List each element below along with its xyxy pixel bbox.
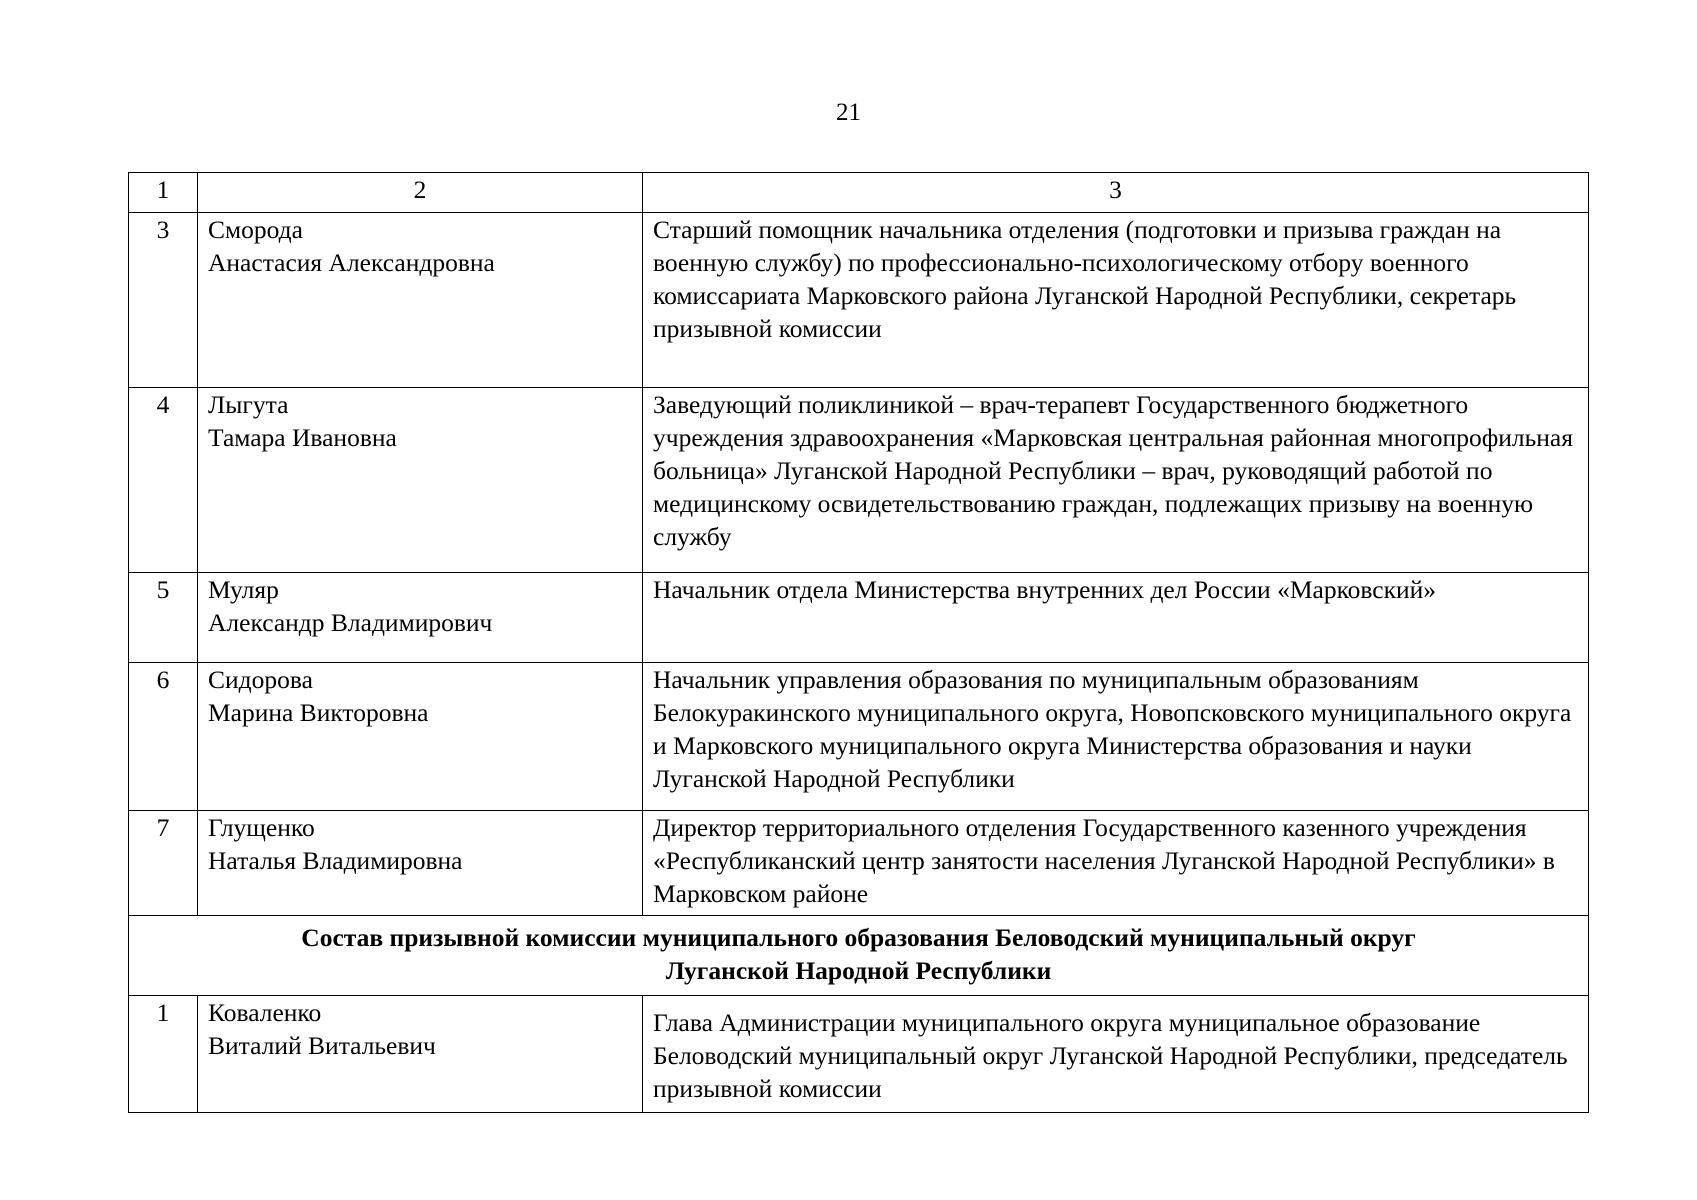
member-position: Заведующий поликлиникой – врач-терапевт Государственного бюджетного учреждения здравоохранения «Марковская центральная районная многопрофильная больница» Луганской Народной Республики – врач, руководящий работой по медицинскому освидетельствованию граждан, подлежащих призыву на военную службу: [643, 388, 1589, 573]
member-given-names: Марина Викторовна: [208, 698, 429, 727]
section-heading-line-1: Состав призывной комиссии муниципального образования Беловодский муниципальный округ: [301, 923, 1416, 952]
commission-table: [128, 172, 1589, 1113]
member-given-names: Виталий Витальевич: [208, 1031, 436, 1060]
row-number: 7: [129, 811, 198, 916]
member-surname: Сидорова: [208, 665, 313, 694]
member-given-names: Анастасия Александровна: [208, 248, 495, 277]
member-position: Директор территориального отделения Государственного казенного учреждения «Республиканский центр занятости населения Луганской Народной Республики» в Марковском районе: [643, 811, 1589, 916]
member-name: [198, 811, 643, 916]
table-row: [129, 213, 1589, 388]
member-name: [198, 663, 643, 811]
table-row: [129, 996, 1589, 1113]
table-row: [129, 811, 1589, 916]
member-name: [198, 213, 643, 388]
header-col-1: 1: [129, 173, 198, 213]
member-surname: Сморода: [208, 215, 303, 244]
member-position: Начальник отдела Министерства внутренних дел России «Марковский»: [643, 573, 1589, 663]
table-row: [129, 663, 1589, 811]
section-heading-line-2: Луганской Народной Республики: [665, 956, 1052, 985]
table-row: [129, 388, 1589, 573]
member-surname: Глущенко: [208, 813, 315, 842]
row-number: 5: [129, 573, 198, 663]
member-name: [198, 996, 643, 1113]
table-header-row: [129, 173, 1589, 213]
row-number: 1: [129, 996, 198, 1113]
section-heading: [129, 916, 1589, 996]
member-surname: Коваленко: [208, 998, 322, 1027]
page-number: 21: [836, 99, 861, 126]
table-row: [129, 573, 1589, 663]
member-position: Глава Администрации муниципального округа муниципальное образование Беловодский муниципальный округ Луганской Народной Республики, председатель призывной комиссии: [643, 996, 1589, 1113]
member-position: Старший помощник начальника отделения (подготовки и призыва граждан на военную службу) по профессионально-психологическому отбору военного комиссариата Марковского района Луганской Народной Республики, секретарь призывной комиссии: [643, 213, 1589, 388]
member-given-names: Наталья Владимировна: [208, 846, 463, 875]
row-number: 4: [129, 388, 198, 573]
member-name: [198, 573, 643, 663]
member-given-names: Александр Владимирович: [208, 608, 493, 637]
header-col-2: 2: [198, 173, 643, 213]
member-name: [198, 388, 643, 573]
member-given-names: Тамара Ивановна: [208, 423, 397, 452]
header-col-3: 3: [643, 173, 1589, 213]
member-surname: Муляр: [208, 575, 279, 604]
member-surname: Лыгута: [208, 390, 289, 419]
member-position: Начальник управления образования по муниципальным образованиям Белокуракинского муниципального округа, Новопсковского муниципального округа и Марковского муниципального округа Министерства образования и науки Луганской Народной Республики: [643, 663, 1589, 811]
section-heading-row: [129, 916, 1589, 996]
row-number: 3: [129, 213, 198, 388]
row-number: 6: [129, 663, 198, 811]
